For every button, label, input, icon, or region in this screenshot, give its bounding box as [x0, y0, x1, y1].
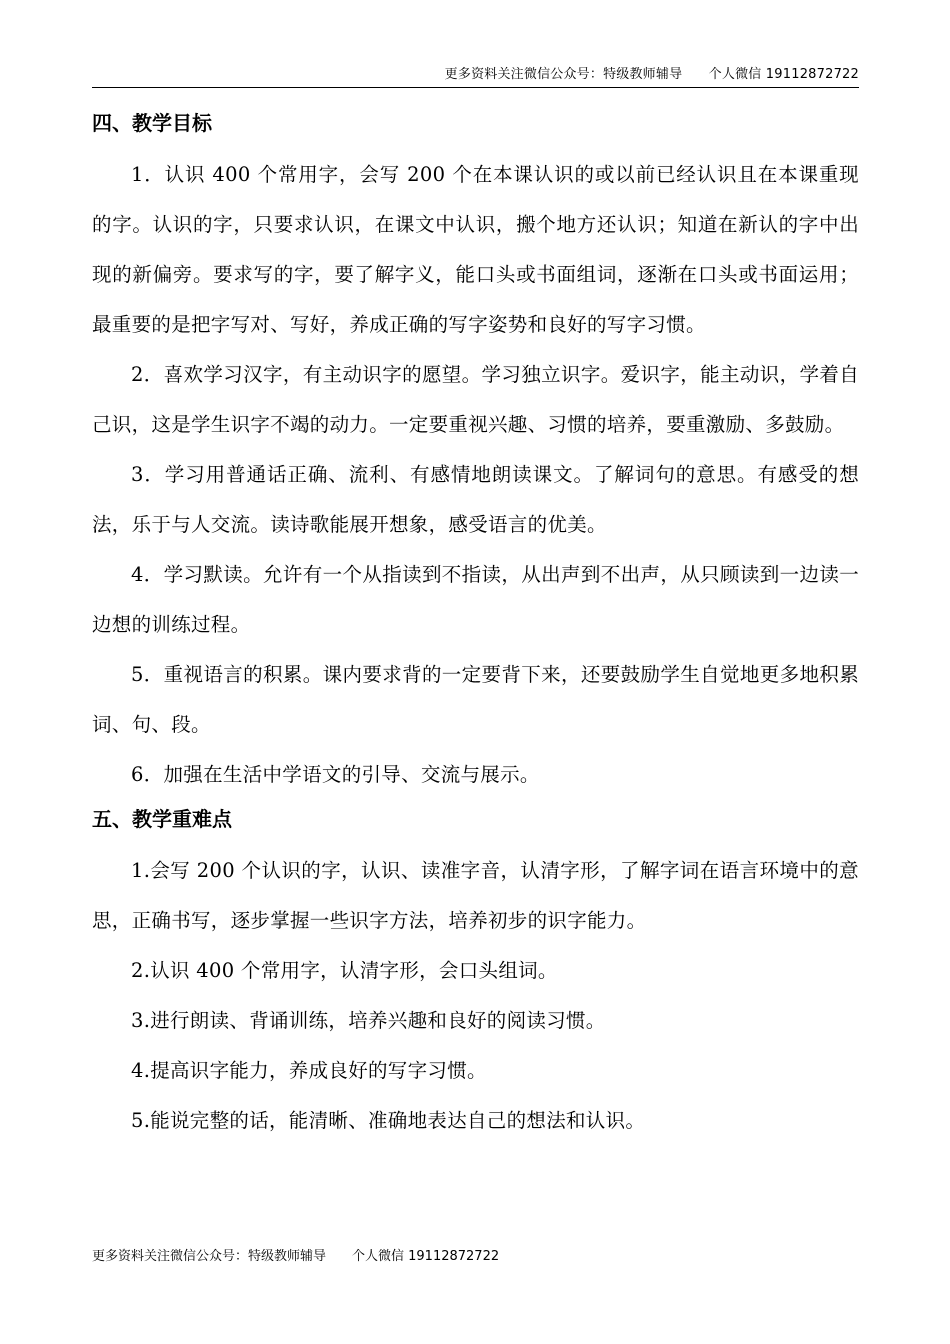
header-divider: [92, 87, 859, 88]
goal-item-6: 6．加强在生活中学语文的引导、交流与展示。: [131, 763, 540, 786]
page-footer: 更多资料关注微信公众号：特级教师辅导 个人微信 19112872722: [92, 1249, 500, 1264]
section-heading-key-difficulties: 五、教学重难点: [92, 807, 232, 831]
goal-item-3: 3．学习用普通话正确、流利、有感情地朗读课文。了解词句的意思。有感受的想法，乐于与人交流。读诗歌能展开想象，感受语言的优美。: [92, 463, 859, 536]
difficulty-item-4: 4.提高识字能力，养成良好的写字习惯。: [131, 1059, 487, 1082]
goal-item-2: 2．喜欢学习汉字，有主动识字的愿望。学习独立识字。爱识字，能主动识，学着自己识，这是学生识字不竭的动力。一定要重视兴趣、习惯的培养，要重激励、多鼓励。: [92, 363, 859, 436]
difficulty-item-5: 5.能说完整的话，能清晰、准确地表达自己的想法和认识。: [131, 1109, 646, 1132]
page-header: 更多资料关注微信公众号：特级教师辅导 个人微信 19112872722: [444, 67, 859, 82]
goal-item-5: 5．重视语言的积累。课内要求背的一定要背下来，还要鼓励学生自觉地更多地积累词、句、段。: [92, 663, 859, 736]
difficulty-item-2: 2.认识 400 个常用字，认清字形，会口头组词。: [131, 959, 558, 982]
difficulty-item-3: 3.进行朗读、背诵训练，培养兴趣和良好的阅读习惯。: [131, 1009, 606, 1032]
difficulty-item-1: 1.会写 200 个认识的字，认识、读准字音，认清字形，了解字词在语言环境中的意思，正确书写，逐步掌握一些识字方法，培养初步的识字能力。: [92, 859, 859, 932]
section-heading-teaching-goals: 四、教学目标: [92, 111, 212, 135]
goal-item-4: 4．学习默读。允许有一个从指读到不指读，从出声到不出声，从只顾读到一边读一边想的训练过程。: [92, 563, 859, 636]
document-body: [92, 104, 859, 1146]
goal-item-1: 1．认识 400 个常用字，会写 200 个在本课认识的或以前已经认识且在本课重现的字。认识的字，只要求认识，在课文中认识，搬个地方还认识；知道在新认的字中出现的新偏旁。要求写的字，要了解字义，能口头或书面组词，逐渐在口头或书面运用；最重要的是把字写对、写好，养成正确的写字姿势和良好的写字习惯。: [92, 163, 859, 336]
